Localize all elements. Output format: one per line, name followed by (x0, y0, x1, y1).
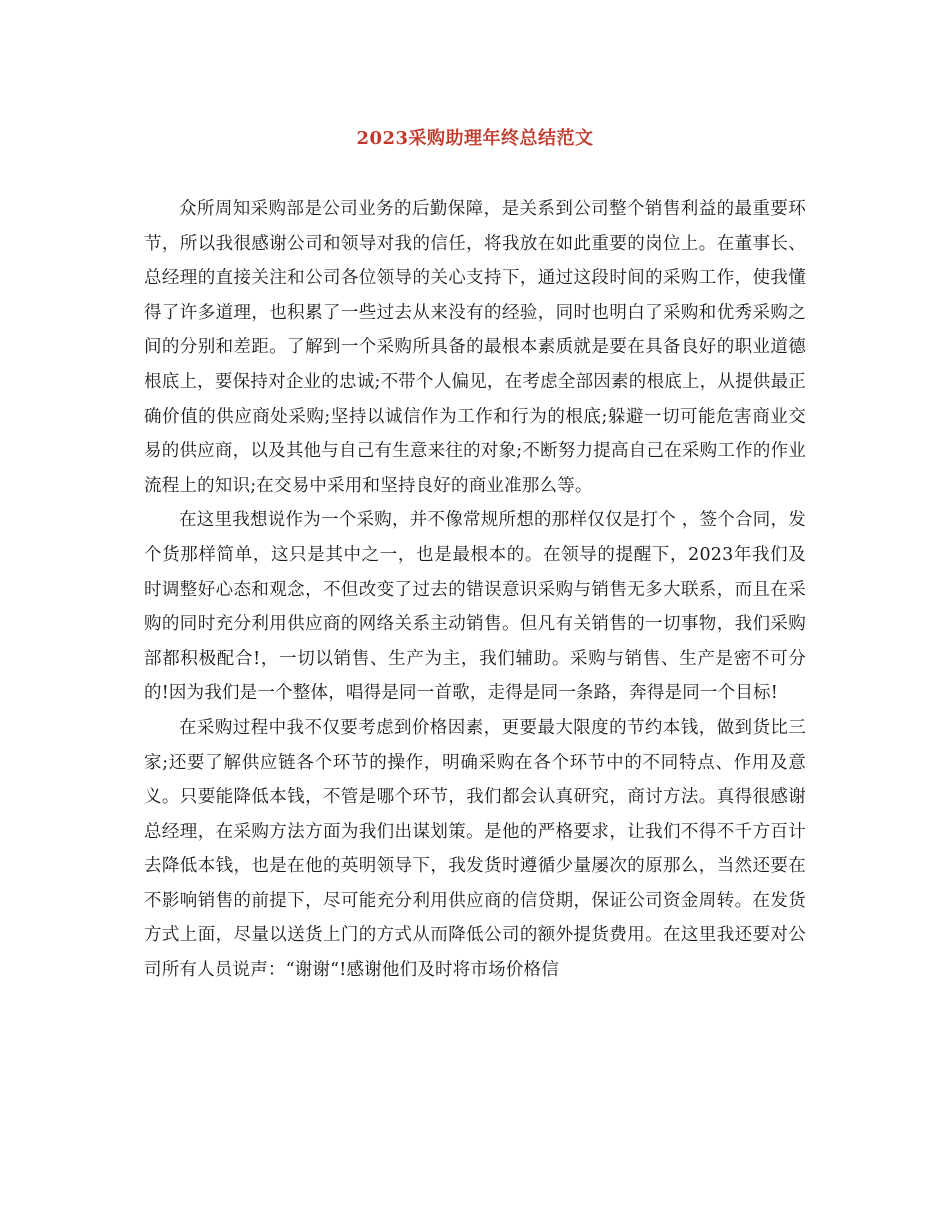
paragraph-2: 在这里我想说作为一个采购，并不像常规所想的那样仅仅是打个 ，签个合同，发个货那样简单，这只是其中之一，也是最根本的。在领导的提醒下，2023年我们及时调整好心态和观念，不但改变了过去的错误意识采购与销售无多大联系，而且在采购的同时充分利用供应商的网络关系主动销售。但凡有关销售的一切事物，我们采购部都积极配合!，一切以销售、生产为主，我们辅助。采购与销售、生产是密不可分的!因为我们是一个整体，唱得是同一首歌，走得是同一条路，奔得是同一个目标! (144, 510, 806, 704)
document-title: 2023采购助理年终总结范文 (356, 128, 594, 149)
paragraph-1: 众所周知采购部是公司业务的后勤保障，是关系到公司整个销售利益的最重要环节，所以我很感谢公司和领导对我的信任，将我放在如此重要的岗位上。在董事长、总经理的直接关注和公司各位领导的关心支持下，通过这段时间的采购工作，使我懂得了许多道理，也积累了一些过去从来没有的经验，同时也明白了采购和优秀采购之间的分别和差距。了解到一个采购所具备的最根本素质就是要在具备良好的职业道德根底上，要保持对企业的忠诚;不带个人偏见，在考虑全部因素的根底上，从提供最正确价值的供应商处采购;坚持以诚信作为工作和行为的根底;躲避一切可能危害商业交易的供应商，以及其他与自己有生意来往的对象;不断努力提高自己在采购工作的作业流程上的知识;在交易中采用和坚持良好的商业准那么等。 (144, 199, 806, 496)
paragraph-3: 在采购过程中我不仅要考虑到价格因素，更要最大限度的节约本钱，做到货比三家;还要了解供应链各个环节的操作，明确采购在各个环节中的不同特点、作用及意义。只要能降低本钱，不管是哪个环节，我们都会认真研究，商讨方法。真得很感谢总经理，在采购方法方面为我们出谋划策。是他的严格要求，让我们不得不千方百计去降低本钱，也是在他的英明领导下，我发货时遵循少量屡次的原那么，当然还要在不影响销售的前提下，尽可能充分利用供应商的信贷期，保证公司资金周转。在发货方式上面，尽量以送货上门的方式从而降低公司的额外提货费用。在这里我还要对公司所有人员说声：“谢谢“!感谢他们及时将市场价格信 (144, 717, 806, 981)
document-body (144, 192, 806, 988)
